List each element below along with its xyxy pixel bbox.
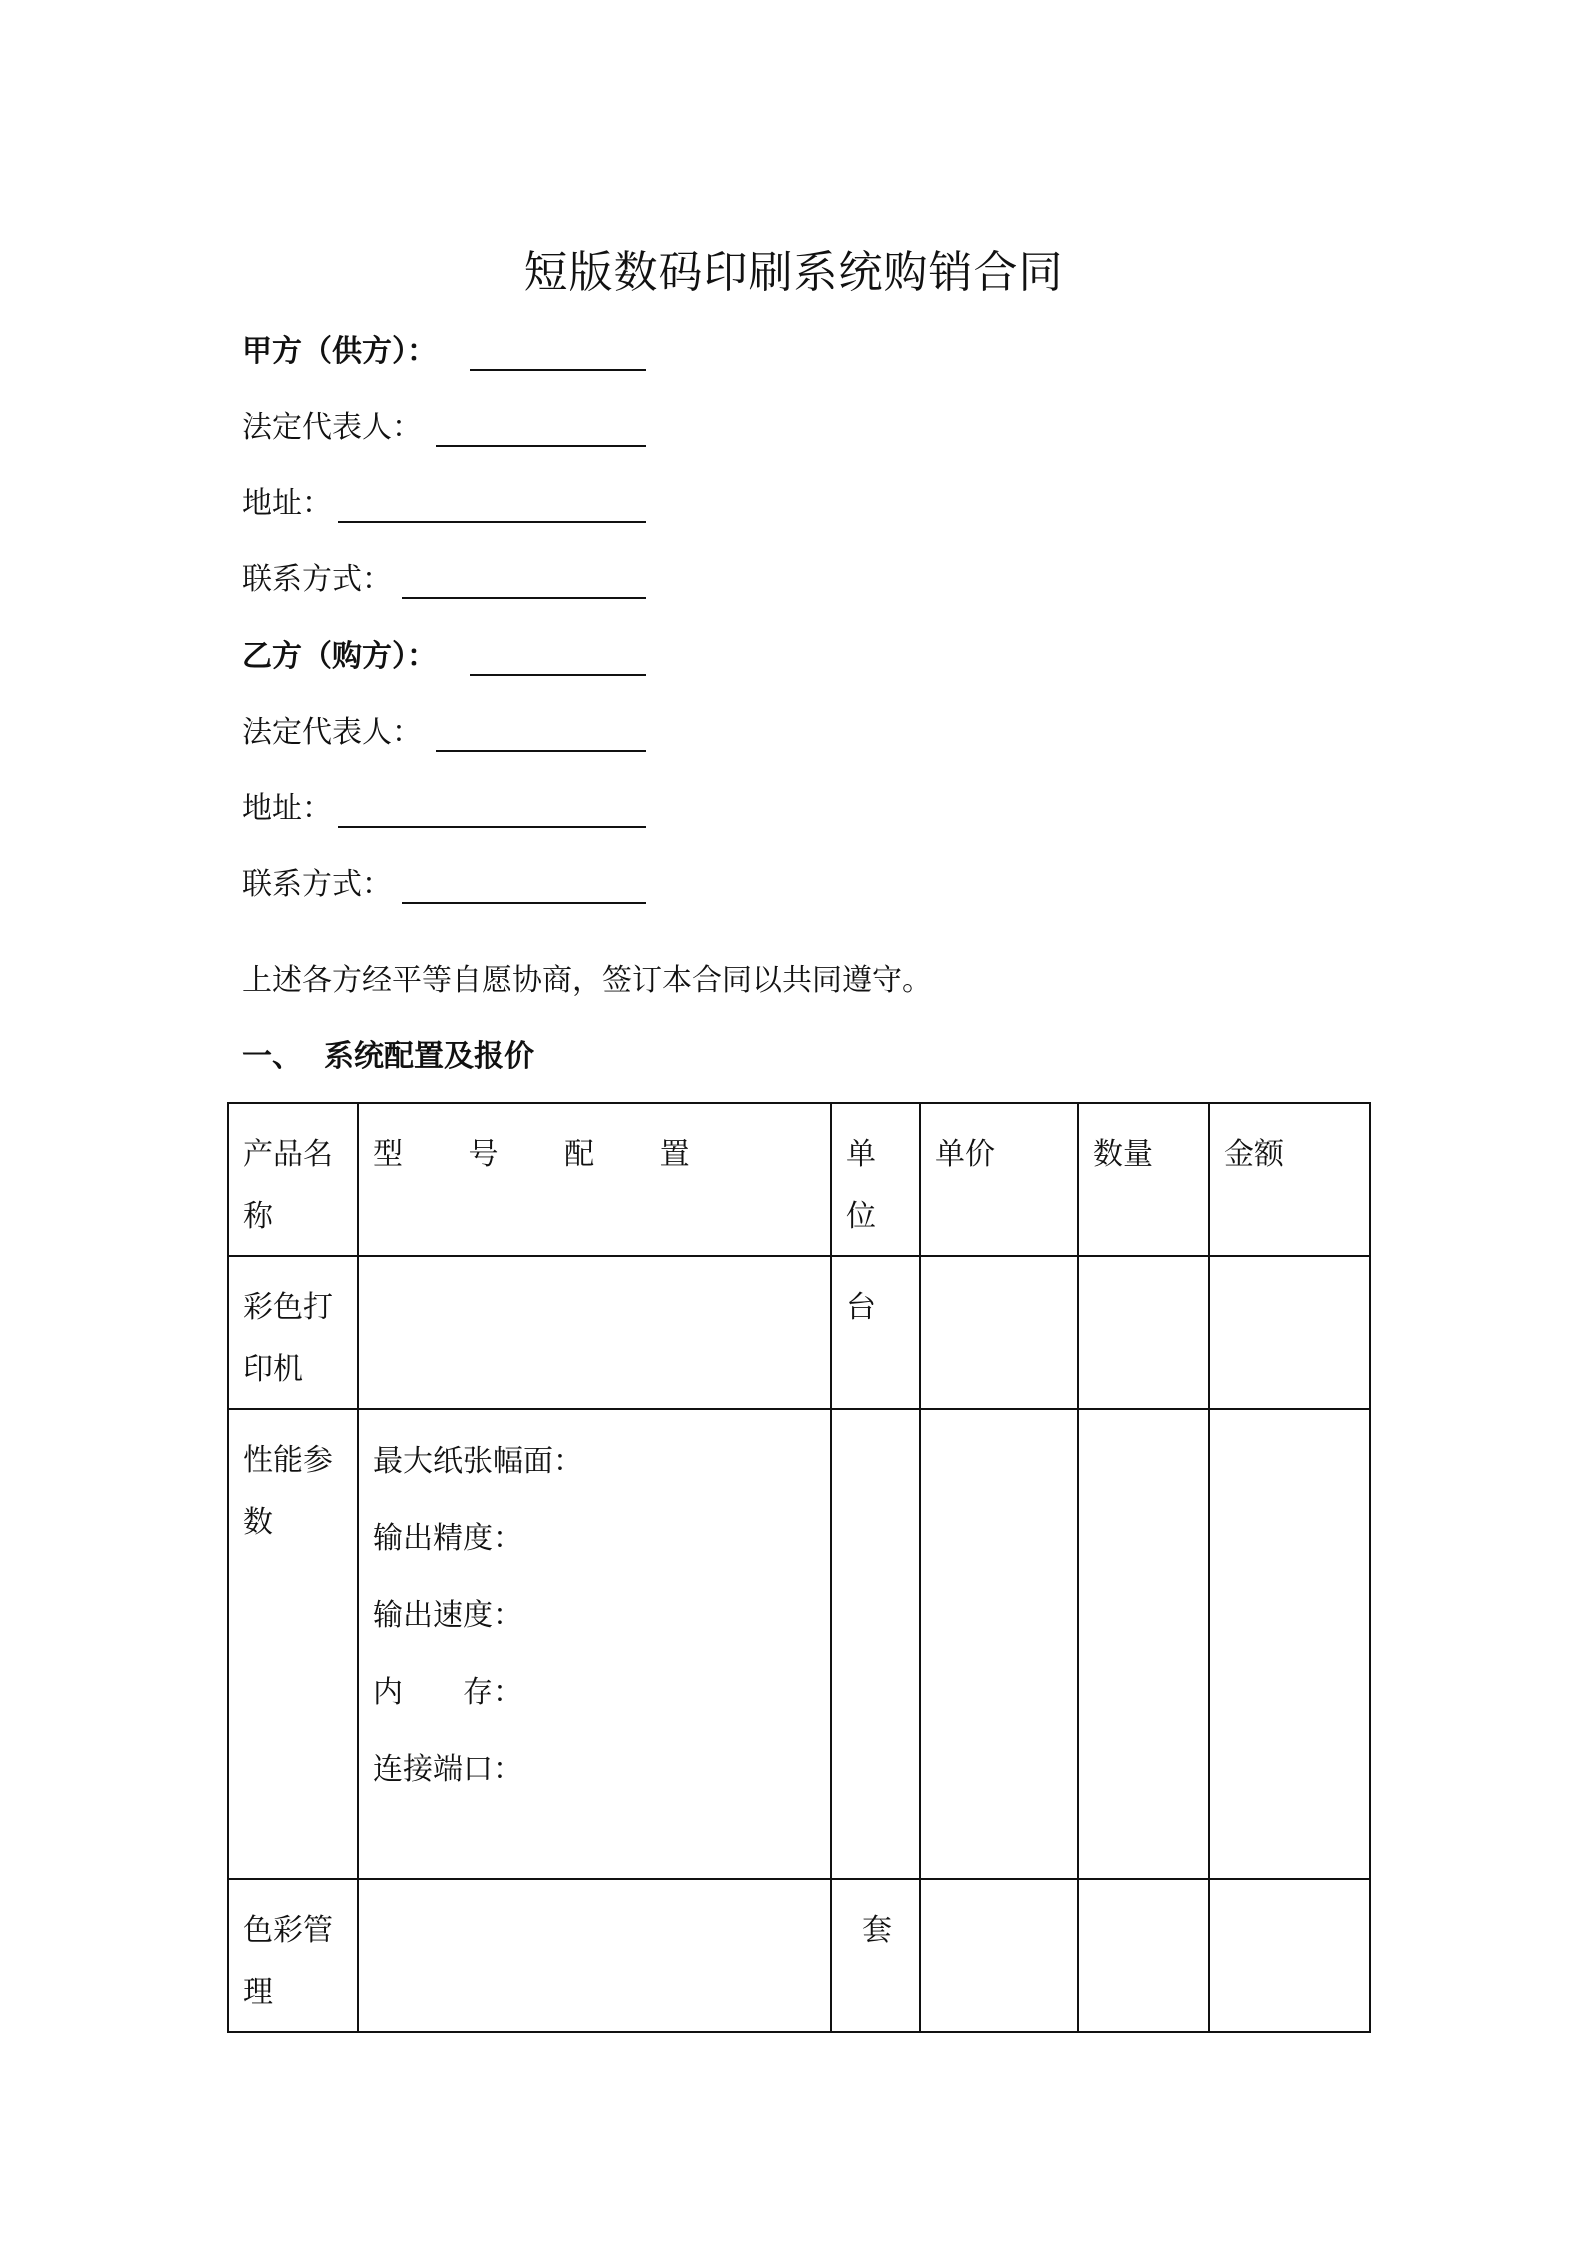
header-unit-price: 单价 (920, 1103, 1078, 1256)
contract-title: 短版数码印刷系统购销合同 (523, 247, 1064, 298)
cell-unit: 台 (831, 1256, 920, 1409)
section-number: 一、 (242, 1039, 302, 1074)
header-product-name: 产品名称 (228, 1103, 358, 1256)
param-output-resolution: 输出精度： (373, 1521, 523, 1556)
cell-product-name: 性能参数 (228, 1409, 358, 1879)
cell-amount[interactable] (1209, 1256, 1370, 1409)
table-row (228, 1409, 1370, 1879)
table-row (228, 1879, 1370, 2032)
header-amount: 金额 (1209, 1103, 1370, 1256)
param-memory: 内 存： (373, 1675, 523, 1710)
section-heading (242, 1037, 534, 1077)
cell-unit-price[interactable] (920, 1256, 1078, 1409)
cell-unit: 套 (831, 1879, 920, 2032)
party-a-address-blank[interactable] (338, 521, 646, 523)
cell-quantity[interactable] (1078, 1256, 1209, 1409)
party-b-representative-blank[interactable] (436, 750, 646, 752)
header-quantity: 数量 (1078, 1103, 1209, 1256)
party-b-representative-line (242, 713, 422, 753)
party-b-address-label: 地址： (242, 791, 332, 826)
party-b-contact-line (242, 865, 392, 905)
preamble-text: 上述各方经平等自愿协商，签订本合同以共同遵守。 (242, 963, 932, 998)
cell-unit (831, 1409, 920, 1879)
pricing-table (227, 1102, 1371, 2033)
cell-amount[interactable] (1209, 1879, 1370, 2032)
header-unit: 单位 (831, 1103, 920, 1256)
party-b-address-blank[interactable] (338, 826, 646, 828)
party-b-blank[interactable] (470, 674, 646, 676)
party-a-label: 甲方（供方）： (242, 334, 437, 369)
party-a-contact-blank[interactable] (402, 597, 646, 599)
party-a-representative-label: 法定代表人： (242, 410, 422, 445)
party-a-line (242, 332, 437, 372)
party-b-label: 乙方（购方）： (242, 639, 437, 674)
party-a-address-line (242, 484, 332, 524)
cell-product-name: 色彩管理 (228, 1879, 358, 2032)
party-b-line (242, 637, 437, 677)
party-a-representative-line (242, 408, 422, 448)
cell-unit-price[interactable] (920, 1879, 1078, 2032)
cell-quantity[interactable] (1078, 1879, 1209, 2032)
party-a-contact-line (242, 560, 392, 600)
table-header-row (228, 1103, 1370, 1256)
cell-product-name: 彩色打印机 (228, 1256, 358, 1409)
param-output-speed: 输出速度： (373, 1598, 523, 1633)
cell-performance-params (358, 1409, 831, 1879)
cell-unit-price[interactable] (920, 1409, 1078, 1879)
param-max-paper-size: 最大纸张幅面： (373, 1444, 583, 1479)
party-a-representative-blank[interactable] (436, 445, 646, 447)
party-b-representative-label: 法定代表人： (242, 715, 422, 750)
party-a-address-label: 地址： (242, 486, 332, 521)
param-connection-port: 连接端口： (373, 1752, 523, 1787)
party-b-address-line (242, 789, 332, 829)
party-b-contact-label: 联系方式： (242, 867, 392, 902)
cell-config[interactable] (358, 1256, 831, 1409)
cell-config[interactable] (358, 1879, 831, 2032)
header-model-config: 型 号 配 置 (358, 1103, 831, 1256)
party-b-contact-blank[interactable] (402, 902, 646, 904)
party-a-contact-label: 联系方式： (242, 562, 392, 597)
cell-quantity[interactable] (1078, 1409, 1209, 1879)
section-title: 系统配置及报价 (324, 1039, 534, 1074)
cell-amount[interactable] (1209, 1409, 1370, 1879)
table-row (228, 1256, 1370, 1409)
party-a-blank[interactable] (470, 369, 646, 371)
